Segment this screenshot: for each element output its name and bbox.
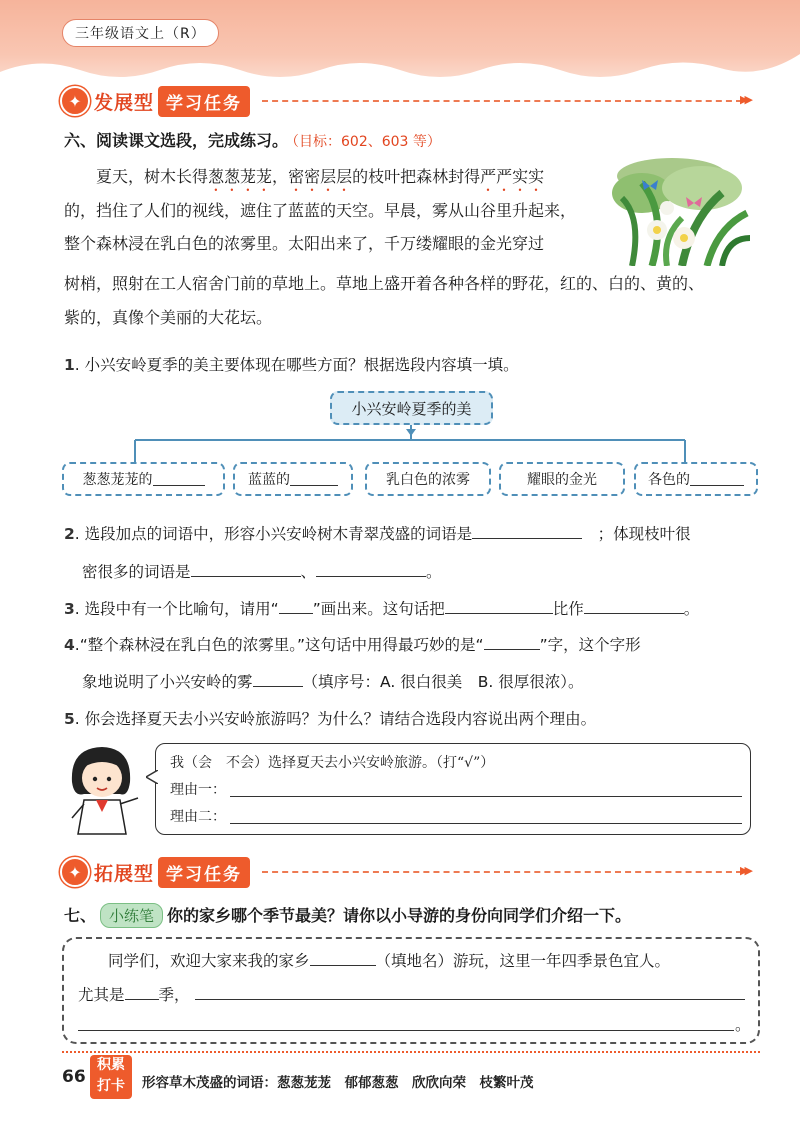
accumulate-tag: 积累 打卡: [90, 1055, 132, 1099]
question-2-cont: 密很多的词语是 、 。: [82, 563, 442, 581]
mindmap-node-2: 蓝蓝的: [233, 462, 353, 496]
passage-line-2: 的，挡住了人们的视线，遮住了蓝蓝的天空。早晨，雾从山谷里升起来，: [64, 201, 577, 220]
task-banner-develop: [60, 84, 250, 118]
passage-line-3: 整个森林浸在乳白色的浓雾里。太阳出来了，千万缕耀眼的金光穿过: [64, 234, 545, 253]
practice-pill: 小练笔: [100, 903, 163, 928]
reason-1-input[interactable]: [230, 796, 742, 797]
mindmap-node-1: 葱葱茏茏的: [62, 462, 225, 496]
question-4-cont: 象地说明了小兴安岭的雾 （填序号：A. 很白很美 B. 很厚很浓）。: [82, 673, 584, 691]
answer-blank[interactable]: [153, 472, 205, 486]
task-name: 学习任务: [158, 86, 250, 117]
mindmap-node-4: 耀眼的金光: [499, 462, 625, 496]
page-number: 66: [62, 1067, 86, 1087]
question-1: 1. 小兴安岭夏季的美主要体现在哪些方面？根据选段内容填一填。: [64, 356, 519, 374]
writing-line-1: 同学们，欢迎大家来我的家乡 （填地名）游玩，这里一年四季景色宜人。: [108, 952, 671, 970]
butterfly-illustration: [612, 158, 752, 266]
answer-blank[interactable]: [316, 561, 426, 577]
speech-tail: [146, 770, 158, 784]
arrow-icon: ▶▶: [740, 864, 749, 877]
underline-sample: [279, 598, 313, 614]
answer-blank[interactable]: [484, 634, 540, 650]
mindmap-node-3: 乳白色的浓雾: [365, 462, 491, 496]
mindmap-root: 小兴安岭夏季的美: [330, 391, 493, 425]
choice-line: 我（会 不会）选择夏天去小兴安岭旅游。（打“√”）: [170, 755, 495, 771]
answer-blank[interactable]: [584, 598, 684, 614]
passage-line-4: 树梢，照射在工人宿舍门前的草地上。草地上盛开着各种各样的野花，红的、白的、黄的、: [64, 274, 705, 293]
mindmap-node-5: 各色的: [634, 462, 758, 496]
question-3: 3. 选段中有一个比喻句，请用“ ”画出来。这句话把 比作 。: [64, 600, 700, 618]
answer-blank[interactable]: [290, 472, 338, 486]
task-banner-extend: [60, 855, 250, 889]
task-type: 拓展型: [94, 862, 155, 885]
task-type: 发展型: [94, 91, 155, 114]
question-5: 5. 你会选择夏天去小兴安岭旅游吗？为什么？请结合选段内容说出两个理由。: [64, 710, 597, 728]
header-wave: [0, 48, 800, 82]
bulb-icon: ✦: [60, 857, 90, 887]
writing-input[interactable]: [195, 999, 745, 1000]
arrow-icon: ▶▶: [740, 93, 749, 106]
answer-blank[interactable]: [253, 671, 303, 687]
answer-blank[interactable]: [472, 523, 582, 539]
section-6-title: 六、阅读课文选段，完成练习。 （目标：602、603 等）: [64, 131, 441, 150]
girl-illustration: [62, 742, 142, 838]
footer-divider: [62, 1051, 760, 1053]
goal-text: （目标：602、603 等）: [292, 134, 441, 150]
section-7-title: 七、 小练笔 你的家乡哪个季节最美？请你以小导游的身份向同学们介绍一下。: [64, 903, 631, 928]
answer-blank[interactable]: [445, 598, 553, 614]
divider: [262, 100, 742, 102]
mindmap-connector: [95, 424, 695, 464]
answer-blank[interactable]: [310, 950, 376, 966]
answer-blank[interactable]: [690, 472, 744, 486]
grade-label: 三年级语文上（R）: [62, 19, 219, 47]
task-name: 学习任务: [158, 857, 250, 888]
question-2: 2. 选段加点的词语中，形容小兴安岭树木青翠茂盛的词语是 ；体现枝叶很: [64, 525, 691, 543]
divider: [262, 871, 742, 873]
writing-input[interactable]: [78, 1030, 734, 1031]
question-4: 4.“整个森林浸在乳白色的浓雾里。”这句话中用得最巧妙的是“ ”字，这个字形: [64, 636, 641, 654]
passage-line-5: 紫的，真像个美丽的大花坛。: [64, 308, 273, 327]
reason-2-input[interactable]: [230, 823, 742, 824]
writing-end: 。: [735, 1016, 751, 1034]
answer-blank[interactable]: [125, 984, 159, 1000]
answer-blank[interactable]: [191, 561, 301, 577]
footer-vocabulary: 形容草木茂盛的词语：葱葱茏茏 郁郁葱葱 欣欣向荣 枝繁叶茂: [142, 1075, 534, 1091]
reason-1-label: 理由一：: [170, 782, 226, 798]
reason-2-label: 理由二：: [170, 809, 226, 825]
passage-line-1: 夏天，树木长得葱葱茏茏，密密层层的枝叶把森林封得严严实实: [96, 167, 545, 186]
bulb-icon: ✦: [60, 86, 90, 116]
writing-line-2: 尤其是 季，: [78, 986, 190, 1004]
